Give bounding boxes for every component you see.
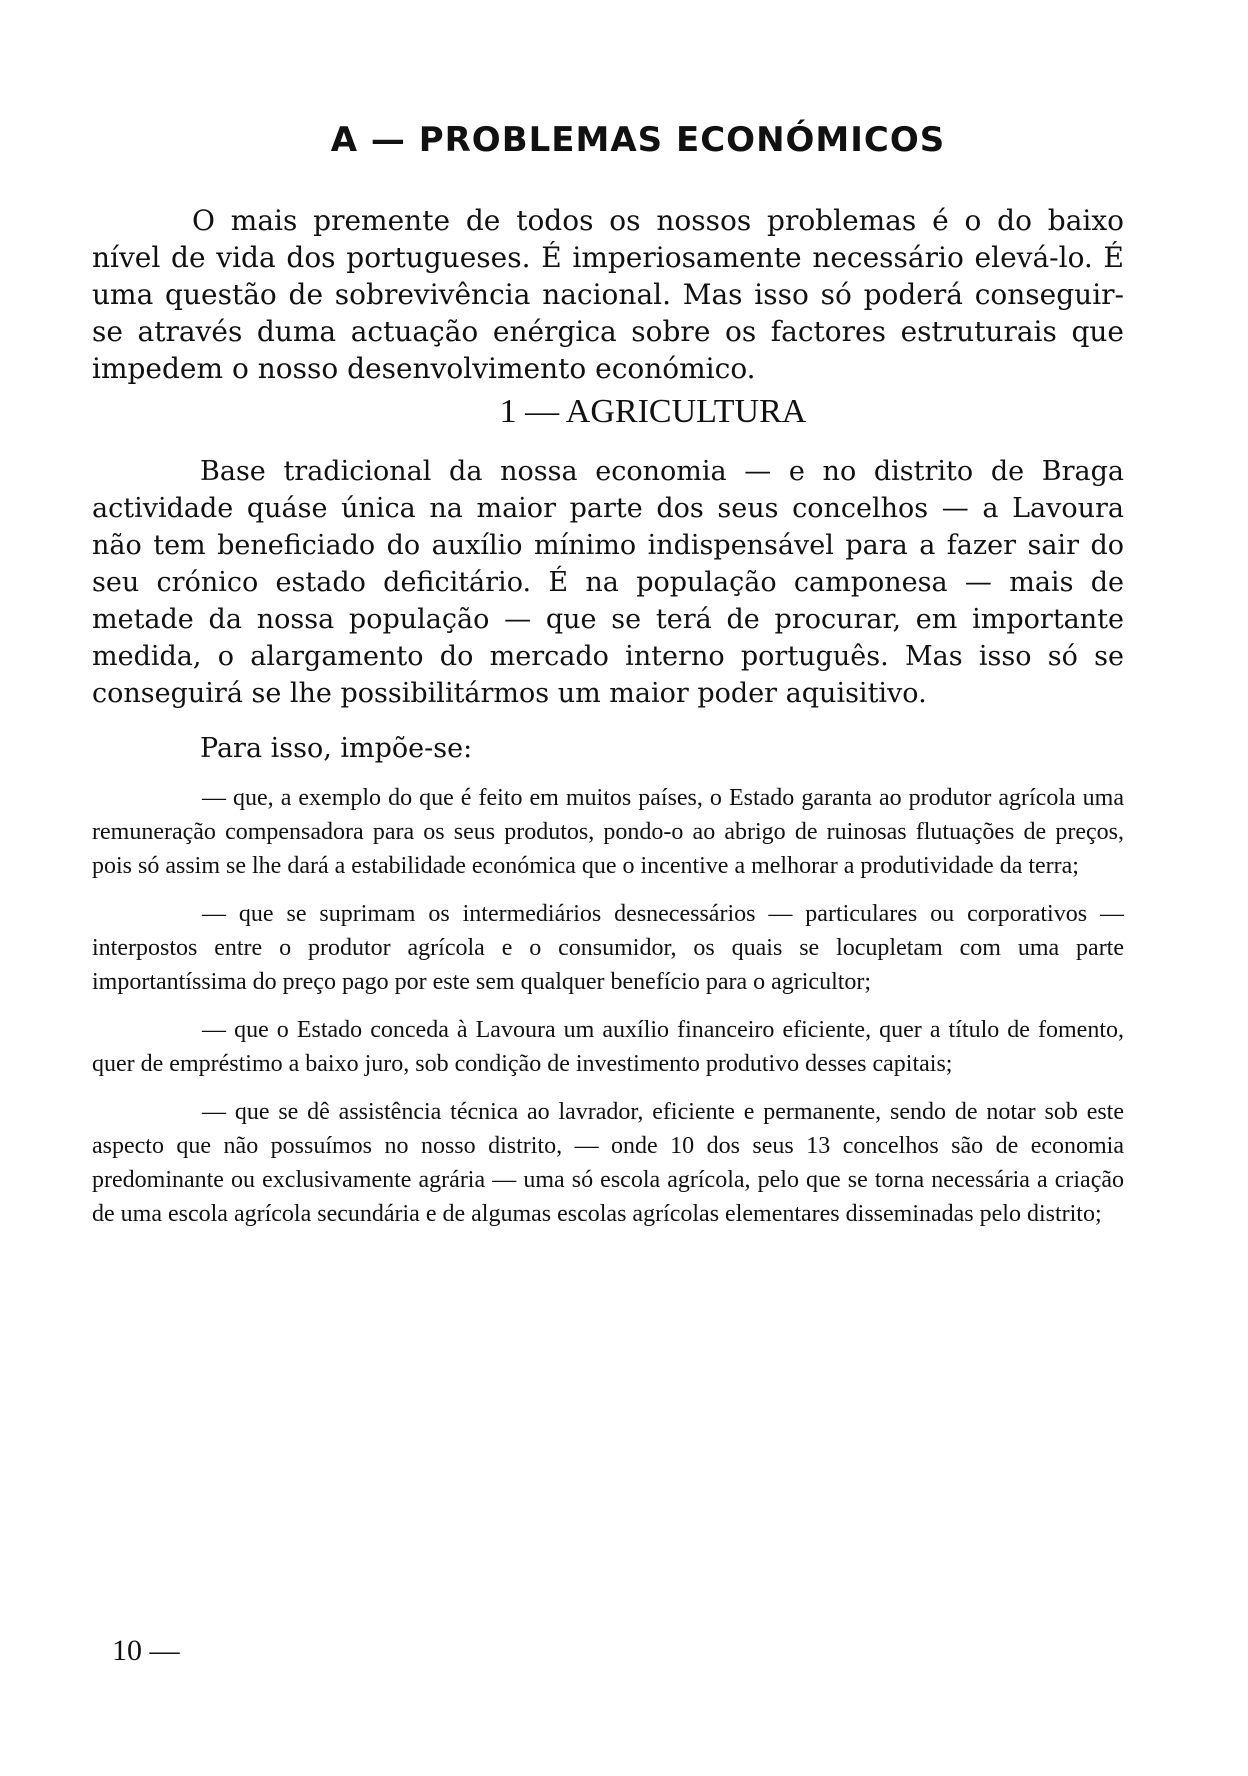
list-item: — que o Estado conceda à Lavoura um auxílio financeiro eficiente, quer a título de fomento, quer de empréstimo a baixo juro, sob condição de investimento produtivo desses capitais; bbox=[92, 1017, 1124, 1077]
page-body bbox=[92, 120, 1124, 1245]
intro-paragraph: O mais premente de todos os nossos problemas é o do baixo nível de vida dos portugueses. É imperiosamente necessário elevá-lo. É uma questão de sobrevivência nacional. Mas isso só poderá conseguir-se através duma actuação enérgica sobre os factores estruturais que impedem o nosso desenvolvimento económico. bbox=[92, 204, 1124, 385]
measures-intro: Para isso, impõe-se: bbox=[200, 733, 473, 764]
list-item: — que se dê assistência técnica ao lavrador, eficiente e permanente, sendo de notar sob este aspecto que não possuímos no nosso distrito, — onde 10 dos seus 13 concelhos são de economia predominante ou exclusivamente agrária — uma só escola agrícola, pelo que se torna necessária a criação de uma escola agrícola secundária e de algumas escolas agrícolas elementares disseminadas pelo distrito; bbox=[92, 1099, 1124, 1227]
measures-list bbox=[92, 781, 1124, 1231]
list-item: — que se suprimam os intermediários desnecessários — particulares ou corporativos — interpostos entre o produtor agrícola e o consumidor, os quais se locupletam com uma parte importantíssima do preço pago por este sem qualquer benefício para o agricultor; bbox=[92, 901, 1124, 995]
section-paragraph: Base tradicional da nossa economia — e no distrito de Braga actividade quáse única na maior parte dos seus concelhos — a Lavoura não tem beneficiado do auxílio mínimo indispensável para a fazer sair do seu crónico estado deficitário. É na população camponesa — mais de metade da nossa população — que se terá de procurar, em importante medida, o alargamento do mercado interno português. Mas isso só se conseguirá se lhe possibilitármos um maior poder aquisitivo. bbox=[92, 456, 1124, 709]
page-number: 10 — bbox=[112, 1634, 180, 1667]
list-item: — que, a exemplo do que é feito em muitos países, o Estado garanta ao produtor agrícola uma remuneração compensadora para os seus produtos, pondo-o ao abrigo de ruinosas flutuações de preços, pois só assim se lhe dará a estabilidade económica que o incentive a melhorar a produtividade da terra; bbox=[92, 785, 1124, 879]
section-heading: 1 — AGRICULTURA bbox=[499, 393, 807, 430]
page-title: A — PROBLEMAS ECONÓMICOS bbox=[330, 120, 946, 160]
